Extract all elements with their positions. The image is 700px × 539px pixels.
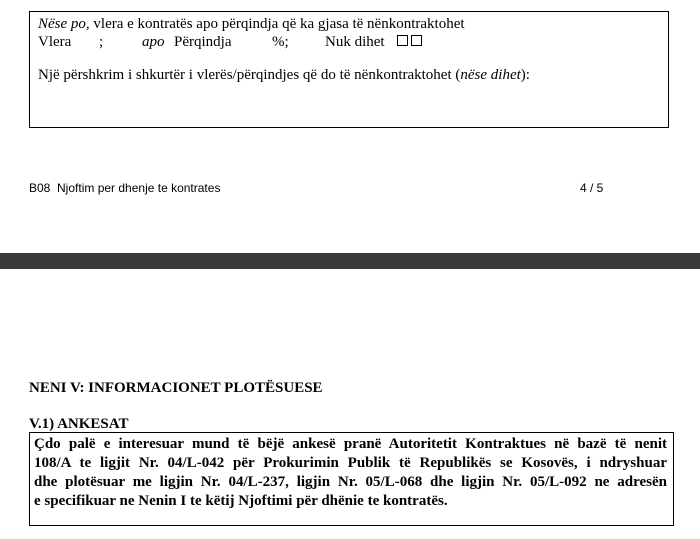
nuk-dihet-checkboxes	[394, 33, 422, 51]
value-fields-line	[38, 33, 658, 51]
nese-po-label: Nëse po,	[38, 16, 90, 32]
complaints-line-3: dhe plotësuar me ligjin Nr. 04/L-237, ligjin Nr. 05/L-068 dhe ligjin Nr. 05/L-092 ne adresën	[34, 474, 667, 490]
complaints-line-1: Çdo palë e interesuar mund të bëjë ankesë pranë Autoritetit Kontraktues në bazë të nenit	[34, 436, 667, 452]
page-number: 4 / 5	[580, 181, 604, 195]
description-line	[38, 66, 530, 84]
document-page-4	[0, 0, 700, 253]
perqindja-label: Përqindja	[174, 34, 232, 50]
subsection-title: V.1) ANKESAT	[29, 416, 129, 432]
complaints-line-4: e specifikuar ne Nenin I te këtij Njoftimi për dhënie te kontratës.	[34, 493, 448, 509]
vlera-separator: ;	[99, 34, 104, 50]
subcontract-question-text: vlera e kontratës apo përqindja që ka gjasa të nënkontraktohet	[89, 16, 465, 32]
section-title: NENI V: INFORMACIONET PLOTËSUESE	[29, 380, 323, 396]
vlera-label: Vlera	[38, 34, 72, 50]
apo-label: apo	[142, 34, 165, 50]
document-page-5	[0, 269, 700, 539]
complaints-box	[29, 432, 674, 526]
nuk-dihet-label: Nuk dihet	[325, 34, 385, 50]
description-label: Një përshkrim i shkurtër i vlerës/përqindjes që do të nënkontraktohet (	[38, 67, 461, 83]
page-separator	[0, 253, 700, 269]
description-end: ):	[520, 67, 530, 83]
checkbox-2[interactable]	[411, 35, 422, 46]
page-footer-title: B08 Njoftim per dhenje te kontrates	[29, 181, 221, 195]
percent-label: %;	[272, 34, 289, 50]
checkbox-1[interactable]	[397, 35, 408, 46]
subcontract-value-box	[29, 11, 669, 128]
complaints-line-2: 108/A te ligjit Nr. 04/L-042 për Prokurimin Publik të Republikës se Kosovës, i ndryshuar	[34, 455, 667, 471]
nese-dihet-label: nëse dihet	[460, 67, 521, 83]
subcontract-question-line	[38, 15, 465, 33]
